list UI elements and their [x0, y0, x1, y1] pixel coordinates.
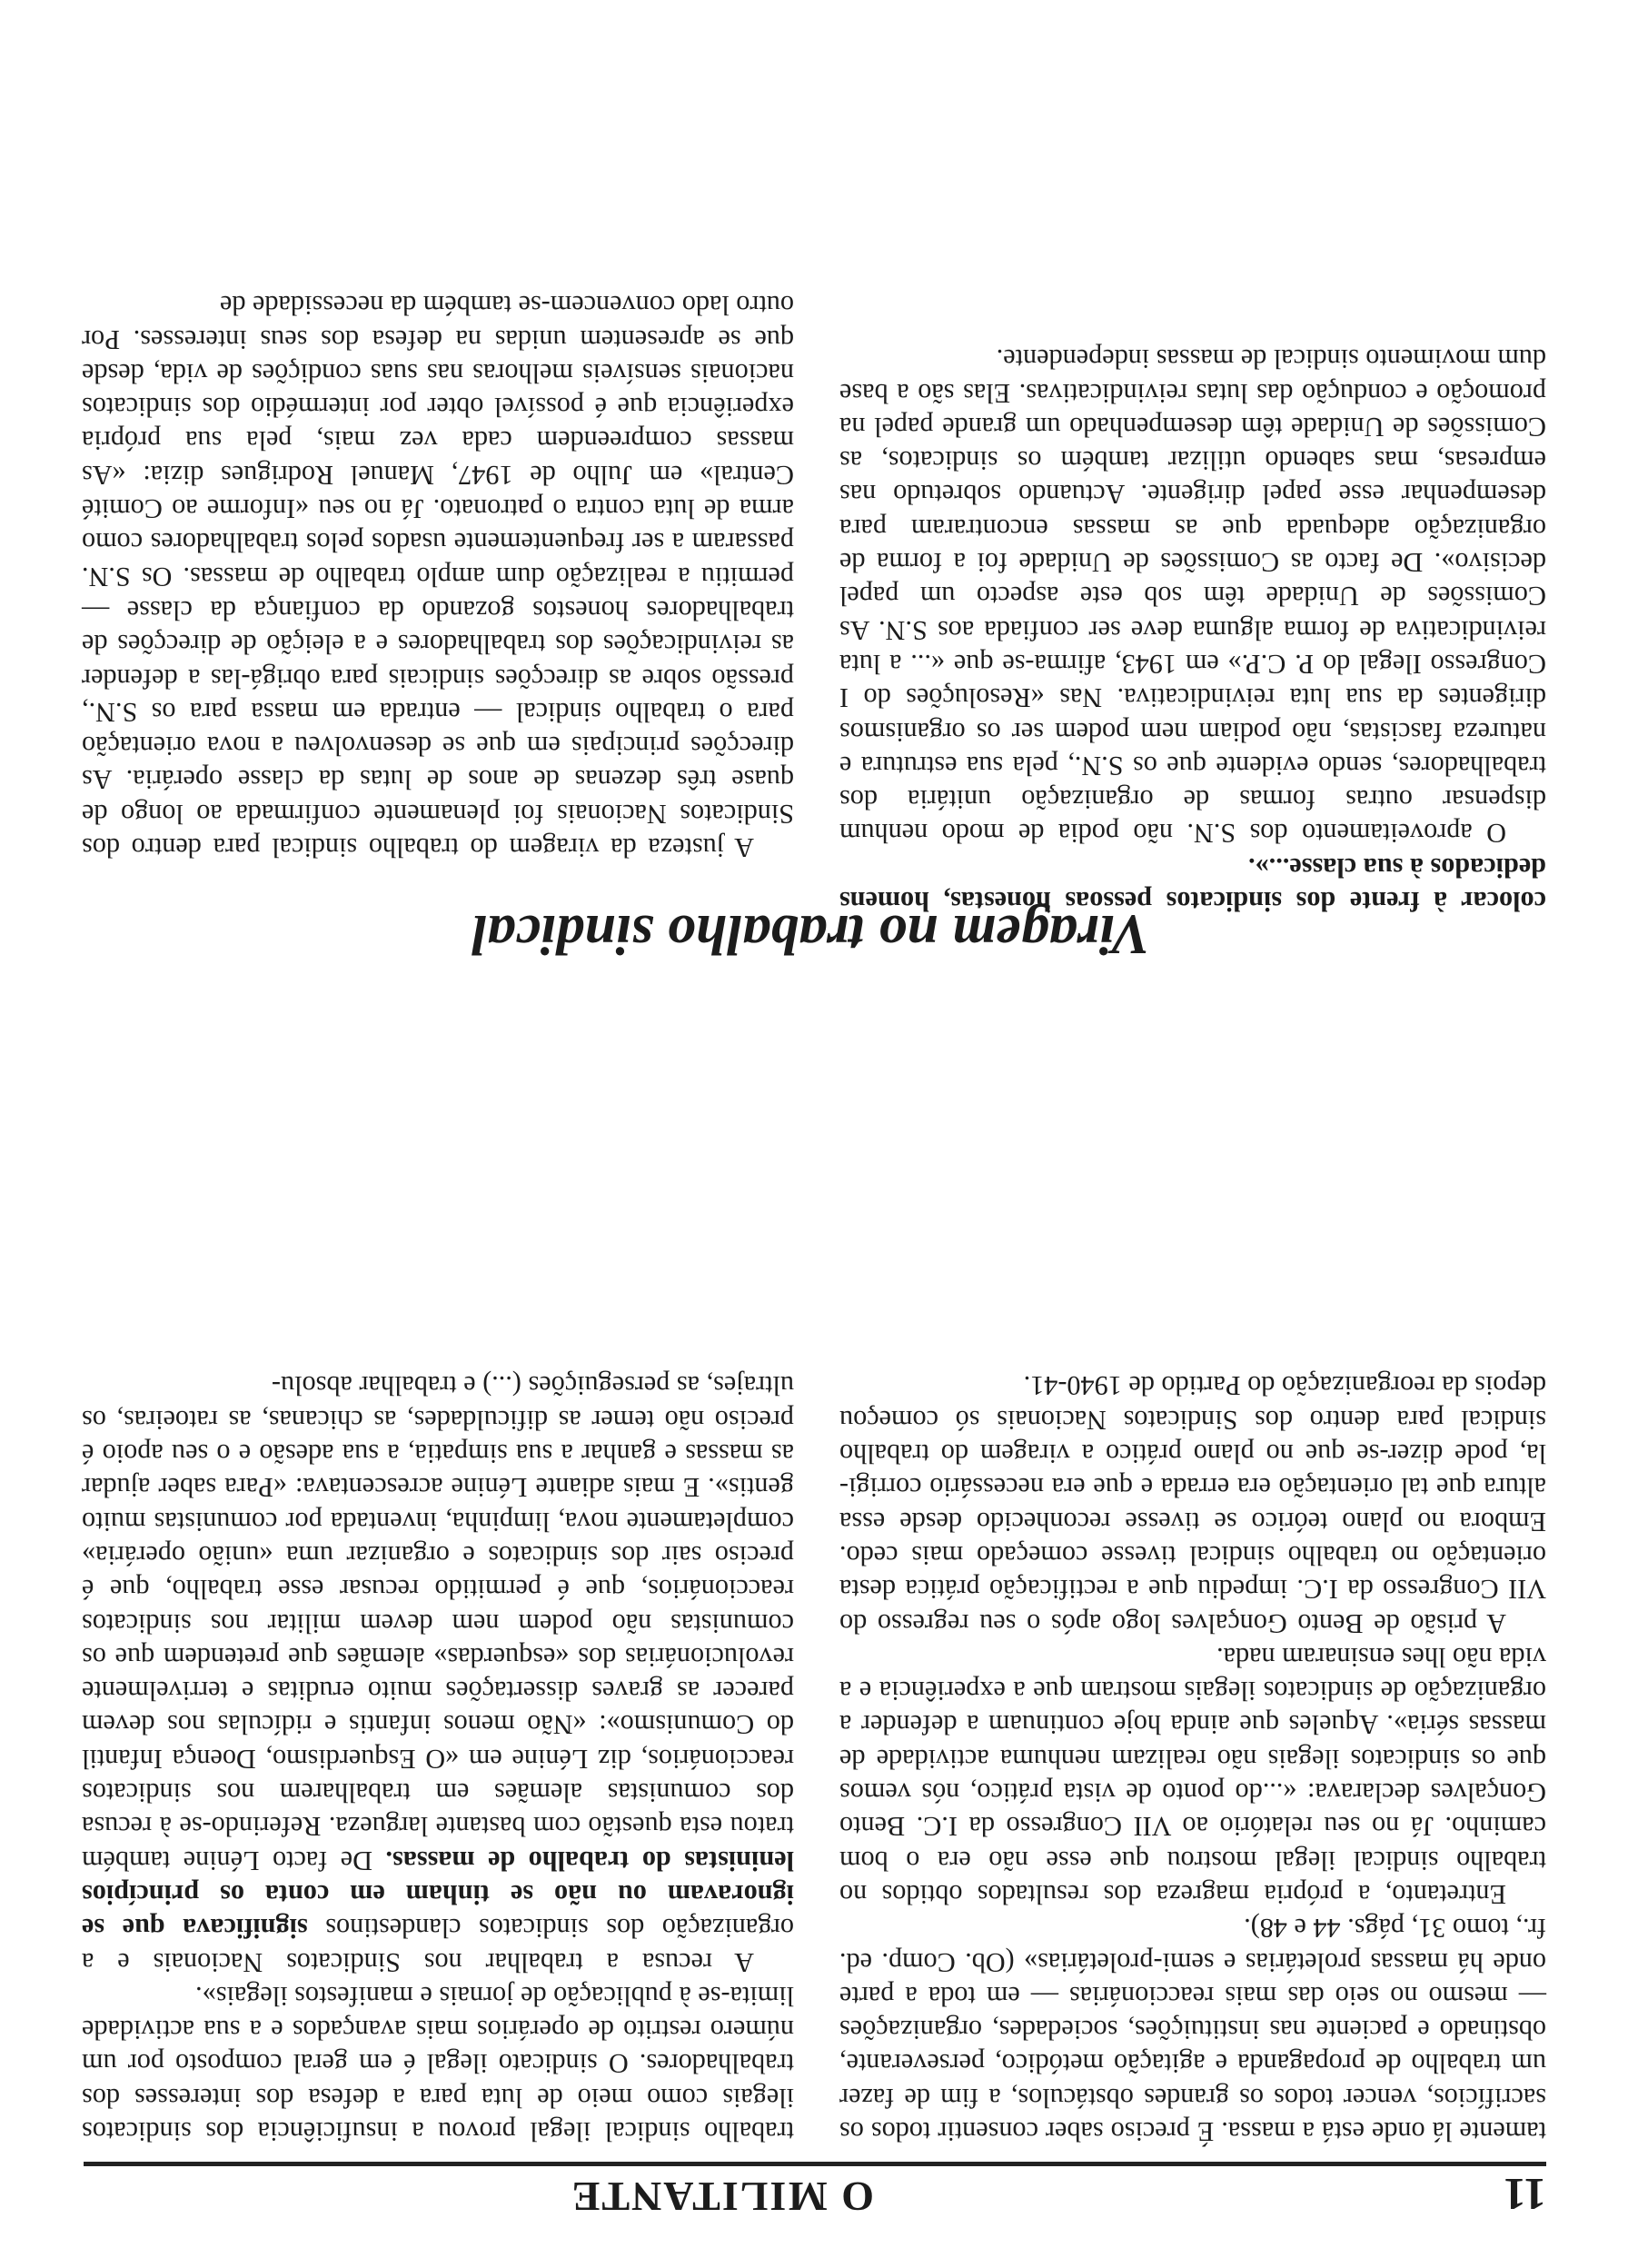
column-bottom-right — [82, 288, 794, 864]
paragraph: Entretanto, a própria magreza dos resultados obtidos no trabalho sindical ilegal mostrou que esse não era o bom caminho. Já no seu relatório ao VII Congresso da I.C. Bento Gonçalves declarava: «...do ponto de vista prático, nós vemos que os sindicatos ilegais não realizam nenhuma actividade de massas séria». Aqueles que ainda hoje continuam a defender a organização de sindicatos ilegais mostram que a experiência e a vida não lhes ensinaram nada. — [839, 1641, 1546, 1910]
paragraph — [82, 1368, 794, 1978]
column-top-right — [82, 1368, 794, 2148]
paragraph: trabalho sindical ilegal provou a insuficiência dos sindicatos ilegais como meio de luta para a defesa dos interesses dos trabalhadores. O sindicato ilegal é em geral composto por um número restrito de operários mais avançados e a sua actividade limita-se à publicação de jornais e manifestos ilegais». — [82, 1980, 794, 2147]
paragraph-emphasis: colocar à frente dos sindicatos pessoas honestas, homens dedicados à sua classe...». — [839, 851, 1546, 917]
column-top-left — [839, 1368, 1546, 2148]
article-title: Viragem no trabalho sindical — [472, 903, 1149, 965]
masthead — [84, 2162, 1546, 2221]
paragraph-text: A recusa a trabalhar nos Sindicatos Nacionais e a organização dos sindicatos clandestinos — [82, 1913, 794, 1978]
publication-title: O MILITANTE — [570, 2174, 874, 2220]
paragraph-text: De facto Lénine também tratou esta questão com bastante largueza. Referindo-se à recusa dos comunistas alemães em trabalharem nos sindicatos reaccionários, diz Lénine em «O Esquerdismo, Doença Infantil do Comunismo»: «Não menos infantis e ridículas nos devem parecer as graves dissertações muito eruditas e terrivelmente revolucionárias dos «esquerdas» alemães que pretendem que os comunistas não podem nem devem militar nos sindicatos reaccionários, que é permitido recusar esse trabalho, que é preciso sair dos sindicatos e organizar uma «união operária» completamente nova, limpinha, inventada por comunistas muito gentis». E mais adiante Lénine acrescentava: «Para saber ajudar as massas e ganhar a sua simpatia, a sua adesão e o seu apoio é preciso não temer as dificuldades, as chicanas, as ratoeiras, os ultrajes, as perseguições (...) e trabalhar absolu- — [82, 1370, 794, 1876]
paragraph: tamente lá onde está a massa. É preciso saber consentir todos os sacrifícios, vencer todos os grandes obstáculos, a fim de fazer um trabalho de propaganda e agitação metódico, perseverante, obstinado e paciente nas instituições, sociedades, organizações — mesmo no seio das mais reaccionárias — em toda a parte onde há massas proletárias e semi-proletárias» (Ob. Comp. ed. fr., tomo 31, págs. 44 e 48). — [839, 1913, 1546, 2147]
column-bottom-left — [839, 342, 1546, 918]
paragraph: A justeza da viragem do trabalho sindical para dentro dos Sindicatos Nacionais foi plenamente confirmada ao longo de quase três dezenas de anos de lutas da classe operária. As direcções principais em que se desenvolveu a nova orientação para o trabalho sindical — entrada em massa para os S.N., pressão sobre as direcções sindicais para obrigá-las a defender as reivindicações dos trabalhadores e a eleição de direcções de trabalhadores honestos gozando da confiança da classe — permitiu a realização dum amplo trabalho de massas. Os S.N. passaram a ser frequentemente usados pelos trabalhadores como arma de luta contra o patronato. Já no seu «Informe ao Comité Central» em Julho de 1947, Manuel Rodrigues dizia: «As massas compreendem cada vez mais, pela sua própria experiência que é possível obter por intermédio dos sindicatos nacionais sensíveis melhoras nas suas condições de vida, desde que se apresentem unidas na defesa dos seus interesses. Por outro lado convencem-se também da necessidade de — [82, 290, 794, 863]
paragraph: A prisão de Bento Gonçalves logo após o seu regresso do VII Congresso da I.C. impediu que a rectificação prática desta orientação no trabalho sindical tivesse começado mais cedo. Embora no plano teórico se tivesse reconhecido desde essa altura que tal orientação era errada e que era necessário corrigi-la, pode dizer-se que no plano prático a viragem do trabalho sindical para dentro dos Sindicatos Nacionais só começou depois da reorganização do Partido de 1940-41. — [839, 1370, 1546, 1639]
paragraph: O aproveitamento dos S.N. não podia de modo nenhum dispensar outras formas de organização unitária dos trabalhadores, sendo evidente que os S.N., pela sua estrutura e natureza fascistas, não podiam nem podem ser os organismos dirigentes da sua luta reivindicativa. Nas «Resoluções do I Congresso Ilegal do P. C.P.» em 1943, afirma-se que «... a luta reivindicativa de forma alguma deve ser confiada aos S.N. As Comissões de Unidade têm sob este aspecto um papel decisivo». De facto as Comissões de Unidade foi a forma de organização adequada que as massas encontraram para desempenhar esse papel dirigente. Actuando sobretudo nas empresas, mas sabendo utilizar também os sindicatos, as Comissões de Unidade têm desempenhado um grande papel na promoção e condução das lutas reivindicativas. Elas são a base dum movimento sindical de massas independente. — [839, 343, 1546, 850]
paragraph — [839, 850, 1546, 918]
paragraph-emphasis: significava que se ignoravam ou não se tinham em conta os princípios leninistas do trabalho de massas. — [82, 1845, 794, 1945]
page-number: 11 — [1503, 2169, 1546, 2220]
